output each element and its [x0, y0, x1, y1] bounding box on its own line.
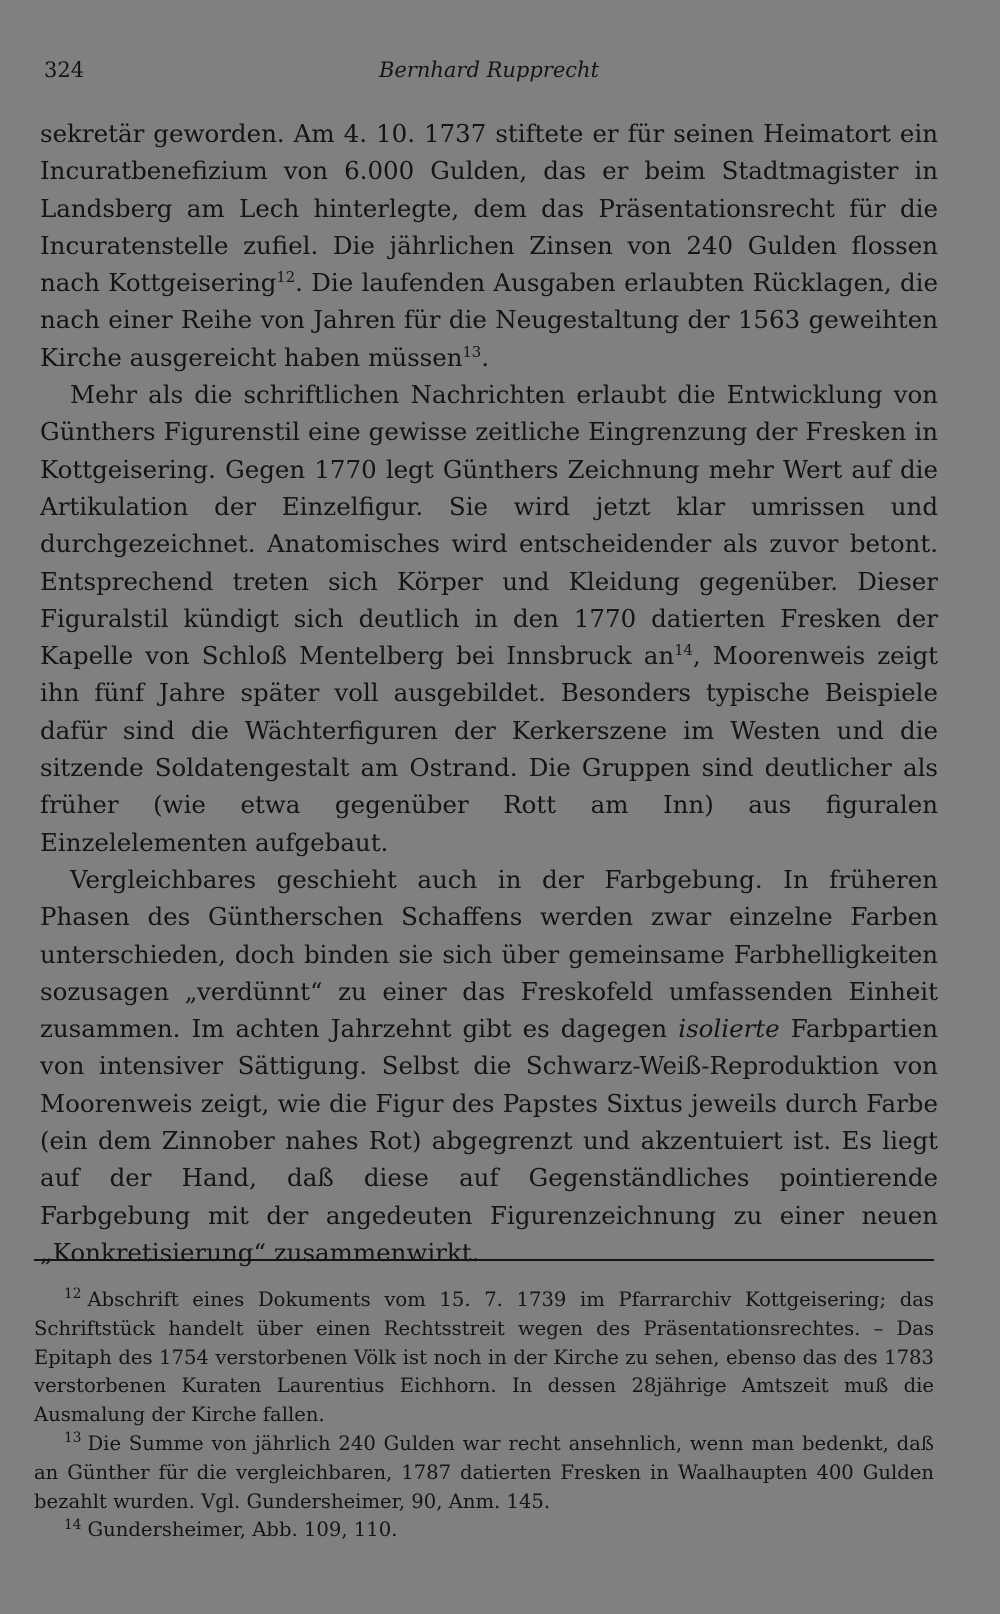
footnote-ref-13: 13 [462, 343, 482, 361]
footnote-13-mark: 13 [64, 1430, 82, 1447]
footnote-ref-14: 14 [674, 642, 693, 659]
paragraph-2 [40, 376, 938, 861]
paragraph-1-text-b: . Die laufenden Ausgaben erlaubten Rücklagen, die nach einer Reihe von Jahren für die Neugestaltung der 1563 geweihten Kirche ausgereicht haben müssen [40, 268, 938, 372]
paragraph-2-text-a: Mehr als die schriftlichen Nachrichten erlaubt die Entwicklung von Günthers Figurenstil eine gewisse zeitliche Eingrenzung der Fresken in Kottgeisering. Gegen 1770 legt Günthers Zeichnung mehr Wert auf die Artikulation der Einzelfigur. Sie wird jetzt klar umrissen und durchgezeichnet. Anatomisches wird entscheidender als zuvor betont. Entsprechend treten sich Körper und Kleidung gegenüber. Dieser Figuralstil kündigt sich deutlich in den 1770 datierten Fresken der Kapelle von Schloß Mentelberg bei Innsbruck an [40, 380, 938, 671]
footnote-13 [34, 1430, 934, 1516]
footnote-12-mark: 12 [64, 1286, 82, 1303]
body-text [40, 115, 938, 1271]
page-header [44, 58, 934, 88]
page-number: 324 [44, 58, 85, 82]
paragraph-1 [40, 115, 938, 376]
paragraph-3-text-b: Farbpartien von intensiver Sättigung. Selbst die Schwarz-Weiß-Reproduktion von Moorenweis zeigt, wie die Figur des Papstes Sixtus jeweils durch Farbe (ein dem Zinnober nahes Rot) abgegrenzt und akzentuiert ist. Es liegt auf der Hand, daß diese auf Gegenständliches pointierende Farbgebung mit der angedeuten Figurenzeichnung zu einer neuen „Konkretisierung“ zusammenwirkt. [40, 1014, 938, 1267]
footnote-13-text: Die Summe von jährlich 240 Gulden war recht ansehnlich, wenn man bedenkt, daß an Günther für die vergleichbaren, 1787 datierten Fresken in Waalhaupten 400 Gulden bezahlt wurden. Vgl. Gundersheimer, 90, Anm. 145. [34, 1431, 934, 1513]
footnote-14-mark: 14 [64, 1516, 82, 1533]
footnote-14-text: Gundersheimer, Abb. 109, 110. [87, 1518, 398, 1542]
footnote-12-text: Abschrift eines Dokuments vom 15. 7. 1739 im Pfarrarchiv Kottgeisering; das Schriftstück handelt über einen Rechtsstreit wegen des Präsentationsrechtes. – Das Epitaph des 1754 verstorbenen Völk ist noch in der Kirche zu sehen, ebenso das des 1783 verstorbenen Kuraten Laurentius Eichhorn. In dessen 28jährige Amtszeit muß die Ausmalung der Kirche fallen. [34, 1288, 934, 1427]
paragraph-2-text-b: , Moorenweis zeigt ihn fünf Jahre später voll ausgebildet. Besonders typische Beispiele dafür sind die Wächterfiguren der Kerkerszene im Westen und die sitzende Soldatengestalt am Ostrand. Die Gruppen sind deutlicher als früher (wie etwa gegenüber Rott am Inn) aus figuralen Einzelelementen aufgebaut. [40, 641, 939, 857]
footnote-ref-12: 12 [276, 269, 296, 287]
running-title: Bernhard Rupprecht [378, 58, 600, 82]
footnote-divider [34, 1259, 934, 1261]
footnote-12 [34, 1286, 934, 1430]
emphasis-isolierte: isolierte [678, 1014, 780, 1044]
paragraph-3 [40, 861, 938, 1271]
footnote-14 [34, 1516, 934, 1545]
paragraph-3-text-a: Vergleichbares geschieht auch in der Farbgebung. In früheren Phasen des Güntherschen Schaffens werden zwar einzelne Farben unterschieden, doch binden sie sich über gemeinsame Farbhelligkeiten sozusagen „verdünnt“ zu einer das Freskofeld umfassenden Einheit zusammen. Im achten Jahrzehnt gibt es dagegen [40, 864, 938, 1044]
paragraph-1-text-c: . [481, 342, 490, 372]
paragraph-1-text-a: sekretär geworden. Am 4. 10. 1737 stiftete er für seinen Heimatort ein Incuratbenefizium von 6.000 Gulden, das er beim Stadtmagister in Landsberg am Lech hinterlegte, dem das Präsentationsrecht für die Incuratenstelle zufiel. Die jährlichen Zinsen von 240 Gulden flossen nach Kottgeisering [40, 119, 938, 298]
footnotes [34, 1286, 934, 1545]
